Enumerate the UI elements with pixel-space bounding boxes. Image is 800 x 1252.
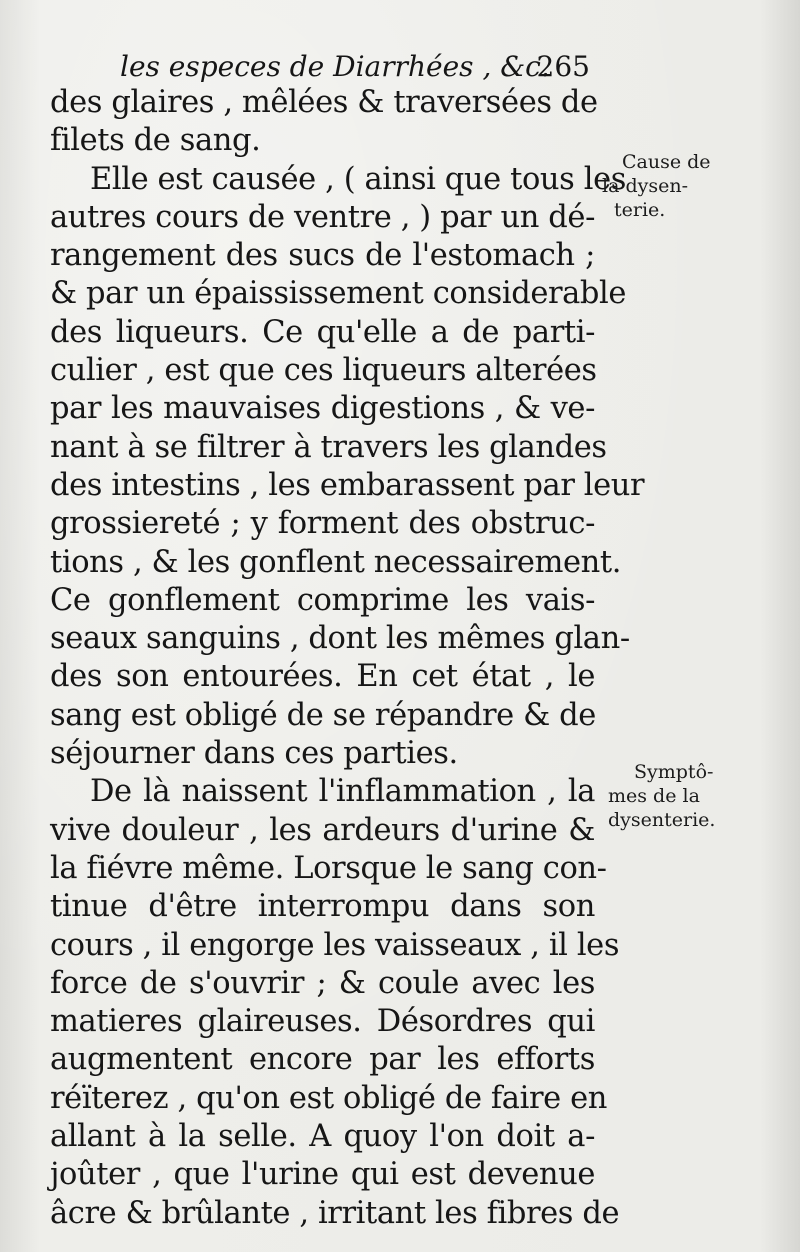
text-line: joûter , que l'urine qui est devenue [50, 1157, 595, 1193]
text-line: vive douleur , les ardeurs d'urine & [50, 812, 595, 848]
text-line: des glaires , mêlées & traversées de [50, 85, 598, 120]
text-line: filets de sang. [50, 123, 261, 159]
running-head-title: les especes de Diarrhées , &c. [120, 50, 550, 83]
marginal-note-cause [600, 150, 711, 222]
text-line: nant à se filtrer à travers les glandes [50, 429, 607, 465]
text-line: allant à la selle. A quoy l'on doit a- [50, 1119, 595, 1155]
text-line: séjourner dans ces parties. [50, 736, 458, 772]
text-line: âcre & brûlante , irritant les fibres de [50, 1195, 620, 1231]
text-line: tions , & les gonflent necessairement. [50, 544, 622, 580]
text-line: réïterez , qu'on est obligé de faire en [50, 1080, 607, 1116]
marginal-note-line: terie. [614, 199, 666, 221]
text-line: autres cours de ventre , ) par un dé- [50, 199, 595, 235]
text-line: tinue d'être interrompu dans son [50, 889, 595, 925]
marginal-note-line: la dysen- [602, 175, 688, 197]
text-line: force de s'ouvrir ; & coule avec les [50, 965, 595, 1001]
marginal-note-line: dysenterie. [608, 809, 716, 831]
text-line: des intestins , les embarassent par leur [50, 467, 645, 503]
text-line: culier , est que ces liqueurs alterées [50, 353, 597, 389]
marginal-note-line: mes de la [608, 785, 700, 807]
marginal-note-line: Cause de [622, 151, 711, 173]
text-line: augmentent encore par les efforts [50, 1042, 595, 1078]
text-line: par les mauvaises digestions , & ve- [50, 391, 595, 427]
text-line: Ce gonflement comprime les vais- [50, 582, 595, 618]
text-line: des son entourées. En cet état , le [50, 659, 595, 695]
text-line: sang est obligé de se répandre & de [50, 697, 596, 733]
page-number: 265 [536, 50, 590, 83]
text-line: la fiévre même. Lorsque le sang con- [50, 850, 607, 886]
text-line: grossiereté ; y forment des obstruc- [50, 506, 595, 542]
text-line: des liqueurs. Ce qu'elle a de parti- [50, 314, 595, 350]
text-line: De là naissent l'inflammation , la [90, 774, 595, 810]
text-line: rangement des sucs de l'estomach ; [50, 238, 595, 274]
text-line: Elle est causée , ( ainsi que tous les [90, 161, 626, 197]
marginal-note-symptomes [604, 760, 715, 832]
text-line: cours , il engorge les vaisseaux , il les [50, 927, 620, 963]
marginal-note-line: Symptô- [634, 761, 714, 783]
text-line: seaux sanguins , dont les mêmes glan- [50, 621, 630, 657]
text-line: matieres glaireuses. Désordres qui [50, 1004, 595, 1040]
text-line: & par un épaississement considerable [50, 276, 627, 312]
